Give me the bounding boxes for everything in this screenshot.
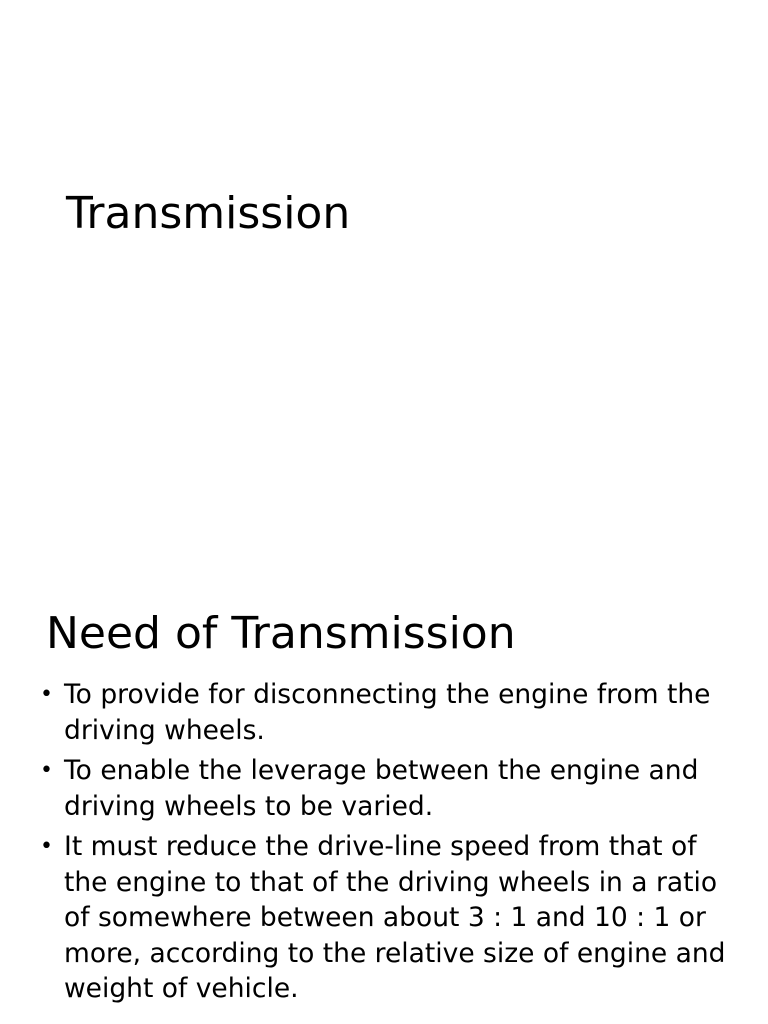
- list-item-text: It must reduce the drive-line speed from that of the engine to that of the driving wheels in a ratio of somewhere between about 3 : 1 and 10 : 1 or more, according to the relative size of engine and weight of vehicle.: [64, 831, 726, 1004]
- bullet-dot-icon: •: [40, 834, 53, 859]
- section-heading: Need of Transmission: [46, 608, 516, 659]
- list-item: [0, 829, 768, 1007]
- slide-title: Transmission: [66, 188, 351, 239]
- list-item-text: To provide for disconnecting the engine from the driving wheels.: [64, 679, 711, 746]
- list-item: [0, 753, 768, 824]
- bullet-dot-icon: •: [40, 758, 53, 783]
- list-item: [0, 677, 768, 748]
- bullet-dot-icon: •: [40, 682, 53, 707]
- list-item-text: To enable the leverage between the engine and driving wheels to be varied.: [64, 755, 699, 822]
- bullet-list: [0, 677, 768, 1012]
